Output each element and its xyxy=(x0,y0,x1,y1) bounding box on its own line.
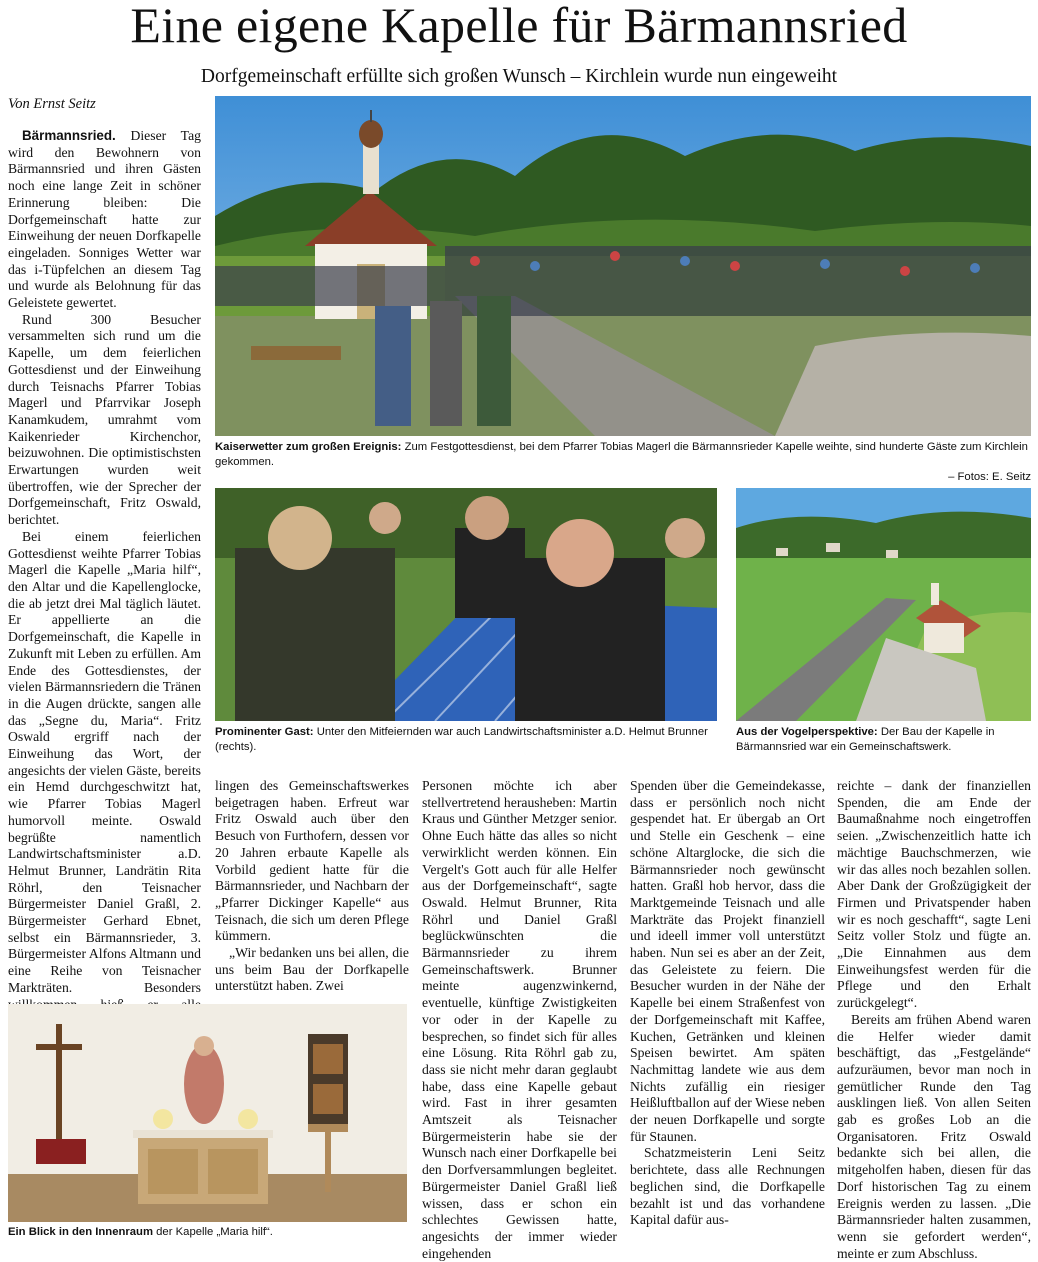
article-column-2 xyxy=(215,778,409,998)
caption-photo-2: Prominenter Gast: Unter den Mitfeiernden war auch Landwirtschaftsminister a.D. Helmut Brunner (rechts). xyxy=(215,726,708,753)
headline: Eine eigene Kapelle für Bärmannsried xyxy=(130,0,908,53)
byline: Von Ernst Seitz xyxy=(8,96,96,112)
paragraph: Spenden über die Gemeindekasse, dass er persönlich noch nicht gespendet hat. Er übergab an Ort und Stelle ein Geschenk – eine schöne Altarglocke, die sich die Bärmannsrieder noch gewünscht hatten. Graßl hob hervor, dass die Marktgemeinde Teisnach und alle Markträte das Projekt finanziell und ideell immer voll unterstützt haben. Nun sei es aber an der Zeit, das Geleistete zu feiern. Die Besucher wurden in der Nähe der Kapelle bei einem Straßenfest von der Dorfgemeinschaft mit Kaffee, Kuchen, Getränken und kleinen Speisen bewirtet. Am späten Nachmittag landete wie aus dem Nichts zufällig ein riesiger Heißluftballon auf der Wiese neben der neuen Dorfkapelle und sorgte für Staunen. xyxy=(630,778,825,1144)
paragraph: Bereits am frühen Abend waren die Helfer wieder damit beschäftigt, das „Festgelände“ aufzuräumen, bevor man noch in gemütlicher Runde den Tag ausklingen ließ. Von allen Seiten gab es großes Lob an die Organisatoren. Fritz Oswald bedankte sich bei allen, die mitgeholfen haben, diesen für das Dorf historischen Tag zu einem Ereignis werden zu lassen. „Die Bärmannsrieder halten zusammen, wenn sie gefordert werden“, meinte er zum Abschluss. xyxy=(837,1011,1031,1261)
photo-chapel-interior xyxy=(8,1004,407,1222)
article-column-3 xyxy=(422,778,617,1261)
article-column-5 xyxy=(837,778,1031,1261)
caption-photo-4: Ein Blick in den Innenraum der Kapelle „Maria hilf“. xyxy=(8,1226,273,1238)
photo-aerial-view xyxy=(736,488,1031,721)
photo-credit: – Fotos: E. Seitz xyxy=(948,471,1031,483)
caption-photo-1: Kaiserwetter zum großen Ereignis: Zum Festgottesdienst, bei dem Pfarrer Tobias Magerl die Bärmannsrieder Kapelle weihte, sind hunderte Gäste zum Kirchlein gekommen. – Fotos: E. Seitz xyxy=(215,441,1031,483)
caption-photo-3: Aus der Vogelperspektive: Der Bau der Kapelle in Bärmannsried war ein Gemeinschaftswerk. xyxy=(736,726,995,753)
paragraph: „Wir bedanken uns bei allen, die uns beim Bau der Dorfkapelle unterstützt haben. Zwei xyxy=(215,945,409,994)
paragraph: reichte – dank der finanziellen Spenden, die am Ende der Baumaßnahme noch eingetroffen seien. „Zwischenzeitlich hatte ich mächtige Bauchschmerzen, wie wir das alles noch bezahlen sollen. Aber Dank der Großzügigkeit der Firmen und Privatspender haben wir es noch geschafft“, sagte Leni Seitz voller Stolz und fügte an. „Die Einnahmen aus dem Einweihungsfest werden für die Pflege und den Erhalt zurückgelegt“. xyxy=(837,778,1031,1011)
dateline: Bärmannsried. xyxy=(22,128,116,143)
paragraph: lingen des Gemeinschaftswerkes beigetragen haben. Erfreut war Fritz Oswald auch über den Besuch von Furthofern, dessen vor 20 Jahren erbaute Kapelle als Vorbild gedient hatte für die Bärmannsrieder, und Nachbarn der „Pfarrer Dickinger Kapelle“ aus Teisnach, die sich um deren Pflege kümmern. xyxy=(215,778,409,944)
article-column-4 xyxy=(630,778,825,1248)
paragraph: Rund 300 Besucher versammelten sich rund um die Kapelle, um dem feierlichen Gottesdienst und der Einweihung durch Teisnachs Pfarrer Tobias Magerl und Pfarrvikar Joseph Kanamkudem, umrahmt vom Kaikenrieder Kirchenchor, beizuwohnen. Die optimistischsten Erwartungen wurden weit übertroffen, wie der Sprecher der Dorfgemeinschaft, Fritz Oswald, berichtet. xyxy=(8,311,201,528)
paragraph: Bärmannsried. Dieser Tag wird den Bewohnern von Bärmannsried und ihren Gästen noch eine lange Zeit in schöner Erinnerung bleiben: Die Dorfgemeinschaft hatte zur Einweihung der neuen Dorfkapelle eingeladen. Sonniges Wetter war das i-Tüpfelchen an diesem Tag und wurde als Belohnung für das Geleistete gewertet. xyxy=(8,128,201,311)
photo-prominent-guest xyxy=(215,488,717,721)
paragraph: Schatzmeisterin Leni Seitz berichtete, dass alle Rechnungen beglichen sind, die Dorfkapelle bezahlt ist und das vorhandene Kapital dafür aus- xyxy=(630,1145,825,1228)
paragraph: Bei einem feierlichen Gottesdienst weihte Pfarrer Tobias Magerl die Kapelle „Maria hilf“, den Altar und die Kapellenglocke, die ab jetzt drei Mal täglich läutet. Er appellierte an die Dorfgemeinschaft, die Kapelle in Zukunft mit Leben zu erfüllen. Am Ende des Gottesdienstes, der vielen Bärmannsriedern die Tränen in die Augen drückte, sangen alle das „Segne du, Maria“. Fritz Oswald ergriff nach der Einweihung das Wort, der angesichts der vielen Gäste, bereits ein Hemd durchgeschwitzt hat, wie Pfarrer Tobias Magerl humorvoll meinte. Oswald begrüßte namentlich Landwirtschaftsminister a.D. Helmut Brunner, Landrätin Rita Röhrl, den Teisnacher Bürgermeister Daniel Graßl, 2. Bürgermeister Gerhard Ebnet, selbst ein Bärmannsrieder, 3. Bürgermeister Alfons Altmann und eine Reihe von Teisnacher Markträten. Besonders xyxy=(8,528,201,995)
paragraph: Personen möchte ich aber stellvertretend herausheben: Martin Kraus und Günther Metzger senior. Ohne Euch hätte das alles so nicht verwirklicht werden können. Ein Vergelt's Gott auch für alle Helfer aus der Dorfgemeinschaft“, sagte Oswald. Helmut Brunner, Rita Röhrl und Daniel Graßl beglückwünschten die Bärmannsrieder zu ihrem Gemeinschaftswerk. Brunner meinte augenzwinkernd, eventuelle, künftige Zwistigkeiten vor oder in der Kapelle zu besprechen, so findet sich für alles eine Lösung. Rita Röhrl gab zu, dass sie nicht mehr daran geglaubt habe, dass eine Kapelle gebaut wird. Fast in ihrer gesamten Amtszeit als Teisnacher Bürgermeisterin habe sie der Wunsch nach einer Dorfkapelle bei den Dorfversammlungen begleitet. Bürgermeister Daniel Graßl ließ wissen, dass er schon ein schlechtes Gewissen hatte, angesichts der immer wieder eingehenden xyxy=(422,778,617,1261)
subheadline: Dorfgemeinschaft erfüllte sich großen Wunsch – Kirchlein wurde nun eingeweiht xyxy=(200,66,838,87)
photo-chapel-consecration xyxy=(215,96,1031,436)
